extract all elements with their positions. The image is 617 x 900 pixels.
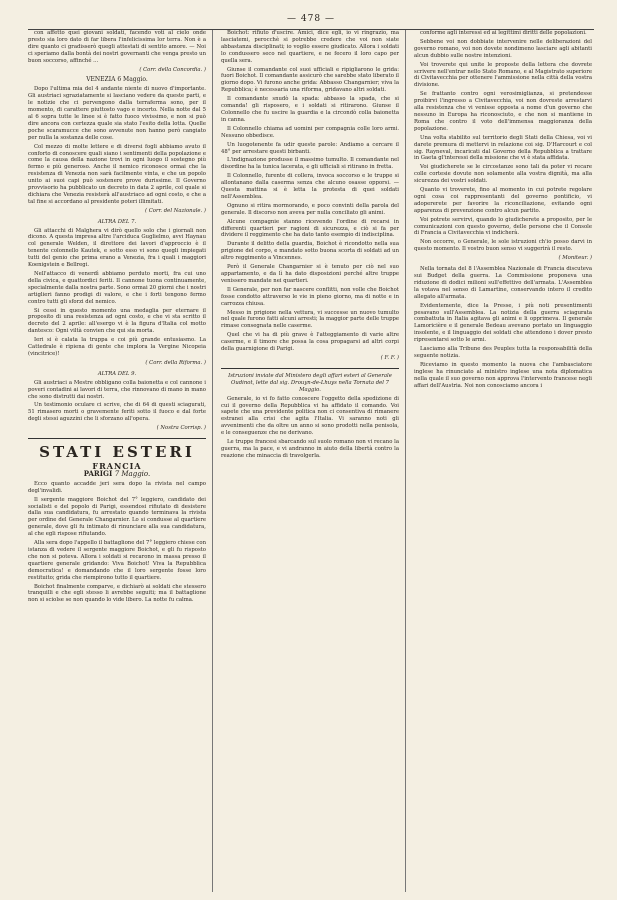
paragraph: Messo in prigione nella vettura, vi successe un nuovo tumulto nel quale furono fatti alcuni arresti; la maggior parte delle truppe rimase consegnata nelle caserme.	[221, 309, 399, 330]
paragraph: Si cessi in questo momento una medaglia per eternare il proposito di una resistenza ad ogni costo, e che vi sta scritto il decreto del 2 aprile: all'esergo vi è la figura d'Italia col motto dantesco: Ogni viltà convien che qui sia morta.	[28, 307, 206, 335]
paragraph: Evidentemente, dice la Presse, i più noti presentimenti pesavano sull'Assemblea. La notizia della guerra sciagurata combattuta in Italia agitava gli animi e li opprimeva. Il generale Lamoricière e il generale Bedeau avevano portato un linguaggio insolente, e il linguaggio dei soldati che attendono i dover presto ripresentarsi sotto le armi.	[414, 302, 592, 344]
paragraph: Gli austriaci a Mestre obbligano colla baionetta e col cannone i poveri contadini ai lavori di terra, che rinnovano di mano in mano che sono distrutti dai nostri.	[28, 379, 206, 400]
subheading: ALTRA DEL 7.	[97, 218, 137, 225]
paragraph: Quel che vi ha di più grave è l'atteggiamento di varie altre caserme, e il timore che possa la cosa propagarsi ad altri corpi della guarnigione di Parigi.	[221, 332, 399, 353]
paragraph: Il comandante snudò la spada: abbasso la spada, che si comanda! gli risposero, e i soldati si ritirarono. Giunse il Colonnello che fu uscire la guardia e la circondò colla baionetta in canna.	[221, 96, 399, 123]
paragraph: Giunse il comandante col suoi ufficiali e ripigliarono le grida: fuori Boichot. Il comandante assicurò che sarebbe stato liberato il giorno dopo. Vi furono anche grida: Abbasso Changarnier; viva la Repubblica; è necessaria una riforma, gridavano altri soldati.	[221, 66, 399, 94]
paragraph: Voi potrete servirvi, quando lo giudicherete a proposito, per le comunicazioni con questo governo, delle persone che il Console di Francia a Civitavecchia vi indicherà.	[414, 216, 592, 237]
paragraph: Un testimonio oculare ci scrive, che di 64 di questi sciagurati, 51 rimasero morti o gravemente feriti sotto il fuoco e dal forte degli stessi aguzzini che li sforzano all'opera.	[28, 402, 206, 423]
article-divider	[221, 368, 399, 369]
paragraph: Riceviamo in questo momento la nuova che l'ambasciatore inglese ha rinunciato al ministro inglese una nota diplomatica nella quale il suo governo non approva l'intervento francese negli affari dell'Austria. Noi non conosciamo ancora i	[414, 361, 592, 389]
paragraph: Boichot: rifiuto d'uscire. Amici, dice egli, io vi ringrazio, ma lasciatemi, perocchè si potrebbe credere che voi non siate abbastanza disciplinati; io voglio essere giudicato. Allora i soldati lo condussero seco nel quartiere, e ne fecero il loro capo per quella sera.	[221, 30, 399, 64]
paragraph: Non occorre, o Generale, le sole istruzioni ch'io posso darvi in questo momento. Il vostro buon senso vi suggerirà il resto.	[414, 239, 592, 253]
paragraph: Alcune compagnie stanno ricevendo l'ordine di recarsi in differenti quartieri per ragioni di sicurezza, e ciò si fa per dividere il reggimento che ha dato tanto esempio di indisciplina.	[221, 218, 399, 239]
paragraph: Nella tornata del 8 l'Assemblea Nazionale di Francia discuteva sui Budget della guerra. La Commissione proponeva una riduzione di dodici milioni sull'effettivo dell'armata. L'Assemblea la votava nel senso di Lamartine, conservando intero il credito allegato all'armata.	[414, 266, 592, 300]
paragraph: Nell'attacco di venerdì abbiamo perduto morti, fra cui uno della civica, e quattordici feriti. Il cannone tuona continuamente, specialmente dalla nostra parte. Sono ormai 20 giorni che i nostri artiglieri fanno prodigi di valore, e che i forti tengono fermo contro tutti gli sforzi del nemico.	[28, 271, 206, 305]
paragraph: Voi giudicherete se le circostanze sono tali da poter vi recare colle cortesie dovute non solamente alla vostra dignità, ma alla sicurezza dei vostri soldati.	[414, 164, 592, 185]
byline: ( Corr. della Concordia. )	[139, 66, 206, 73]
section-divider	[28, 438, 206, 439]
city-date: 7 Maggio.	[114, 469, 151, 478]
paragraph: Generale, io vi fo fatto conoscere l'oggetto della spedizione di cui il governo della Repubblica vi ha affidato il comando. Voi sapete che una previdente politica non ci consentiva di rimanere estranei alla crisi che agita l'Italia. Vi saranno noti gli avvenimenti che da oltre un anno si sono prodotti nella penisola, e le conseguenze che ne derivano.	[221, 395, 399, 437]
paragraph: Il Colonnello, furente di collera, invoca soccorso e le truppe si allontanano dalla caserma senza che alcuno osasse opporsi. — Questa mattina si è letta la protesta di quei soldati nell'Assemblea.	[221, 173, 399, 200]
paragraph: Quanto vi troverete, fino al momento in cui potrete regolare ogni cosa coi rappresentanti del governo pontificio, vi adopererete per favorire la riconciliazione, evitando ogni apparenza di prevenzione contro alcun partito.	[414, 187, 592, 214]
country-heading: FRANCIA	[92, 461, 142, 472]
byline: ( Moniteur. )	[558, 255, 592, 262]
paragraph: Però il Generale Changarnier si è tenuto per ciò nel suo appartamento, e da lì ha dato disposizioni perché altre truppe venissero mandate nei quartieri.	[221, 264, 399, 284]
paragraph: Durante il delitto della guardia, Boichot è ricondotto nella sua prigione del corpo, e mandato sotto buona scorta di soldati ad un altro reggimento a Vincennes.	[221, 241, 399, 262]
paragraph: Un luogotenente fa udir queste parole: Andiamo a cercare il 48° per arrestare questi birbanti.	[221, 141, 399, 155]
byline: ( F. F. )	[380, 354, 399, 361]
byline: ( Corr. del Nazionale. )	[144, 207, 206, 214]
paragraph: Dopo l'ultima mia del 4 andante niente di nuovo d'importante. Gli austriaci sgraziatamente si lasciano vedere da queste parti, e le notizie che ci pervengono dalla terraferma sono, per il momento, di carattere piuttosto vago e incerto. Nella notte dal 5 al 6 sopra tutte le linee si è fatto fuoco vivissimo, e non si può dire ancora con certezza quale sia stato l'esito della lotta. Quelle poche scaramucce che sono avvenute non hanno però cangiato per nulla la sostanza delle cose.	[28, 86, 206, 141]
page-number: — 478 —	[287, 14, 335, 24]
paragraph: L'indignazione produsse il massimo tumulto. Il comandante nel disordine ha la tunica lacerata, e gli ufficiali si ritirano in fretta.	[221, 157, 399, 171]
paragraph: Le truppe francesi sbarcando sul suolo romano non vi recano la guerra, ma la pace, e vi andranno in aiuto della libertà contro la reazione che minaccia di travolgerla.	[221, 439, 399, 459]
paragraph: Sebbene voi non dobbiate intervenire nelle deliberazioni del governo romano, voi non dovete nondimeno lasciare agli abitanti alcun dubbio sulle nostre intenzioni.	[414, 38, 592, 59]
paragraph: Il Generale, per non far nascere conflitti, non volle che Boichot fosse condotto attraverso le vie in pieno giorno, ma di notte e in carrozza chiusa.	[221, 286, 399, 307]
dateline-venezia: VENEZIA 6 Maggio.	[86, 76, 148, 84]
paragraph: con affetto quei giovani soldati, facendo voti al cielo onde presto sia loro dato di far libera l'infelicissima lor terra. Non è a dire quanto ci gradisserò quegli attestati di sentito amore. — Noi ci speriamo dalla bontà dei nostri governanti che venga presto un buon soccorso, affinché ...	[28, 30, 206, 64]
column-separator	[212, 30, 213, 892]
article-heading: Istruzioni inviate dal Ministero degli affari esteri al Generale Oudinot, lette dal sig. Drouyn-de-Lhuys nella Tornata del 7 Maggio.	[228, 372, 392, 393]
paragraph: Lasciamo alla Tribune des Peuples tutta la responsabilità della seguente notizia.	[414, 346, 592, 359]
paragraph: Gli attacchi di Malghera vi dirò quello solo che i giornali non dicono. A questa impresa altre l'arciduca Guglielmo, avvi Haynau col generale Welden, il direttore dei lavori d'approccio è il tenente colonnello Kautek, e sotto esso vi sono quegli impiegati tutti del genio che prima erano a Venezia, fra i quali i maggiori Koenigstein e Bellregi.	[28, 227, 206, 269]
city-dateline	[28, 468, 206, 478]
paragraph: Il Colonnello chiama ad uomini per compagnia colle loro armi. Nessuno obbedisce.	[221, 125, 399, 139]
paragraph: Ognuno si ritira mormorando, e poco convinti della parola del generale. Il discorso non aveva per nulla conciliato gli animi.	[221, 202, 399, 216]
column-2	[221, 30, 399, 892]
paragraph: Se frattanto contro ogni verosimiglianza, si pretendesse proibirvi l'ingresso a Civitavecchia, voi non dovreste arrestarvi alla resistenza che vi venisse opposta a nome d'un governo che nessuno in Europa ha riconosciuto, e che non si mantiene in Roma che contro il voto dell'immensa maggioranza della popolazione.	[414, 91, 592, 132]
byline: ( Nostra Corrisp. )	[156, 425, 206, 432]
paragraph: conforme agli interessi ed ai legittimi diritti delle popolazioni.	[420, 30, 587, 36]
subheading: ALTRA DEL 9.	[97, 370, 137, 377]
paragraph: Col mezzo di molte lettere e di diversi fogli abbiamo avuto il conforto di conoscere quali siano i sentimenti della popolazione e come la causa della nazione trovi in ogni luogo il sostegno più fermo e più generoso. Anche il nemico riconosce ormai che la resistenza di Venezia non sarà facilmente vinta, e che un popolo unito ai suoi capi può sostenere prove durissime. Il Governo provvisorio ha pubblicato un decreto in data 2 aprile, col quale si dichiara che Venezia resisterà all'austriaco ad ogni costo, e che a tal fine si accordano al presidente poteri illimitati.	[28, 143, 206, 205]
byline: ( Corr. della Riforma. )	[145, 359, 206, 366]
paragraph: Ecco quanto accadde jeri sera dopo la rivista nel campo degl'invalidi.	[28, 480, 206, 494]
section-title: STATI ESTERI	[39, 443, 195, 462]
column-3	[414, 30, 592, 892]
paragraph: Boichot finalmente comparve, e dichiarò ai soldati che stessero tranquilli e che egli stesso li avrebbe seguiti; ma il battaglione non si sciolse se non quando lo vide libero. La notte fu calma.	[28, 583, 206, 604]
column-separator	[405, 30, 406, 892]
page-header	[28, 14, 594, 28]
paragraph: Il sergente maggiore Boichot del 7° leggiero, candidato dei socialisti e del popolo di Parigi, essendosi rifiutato di desistere dalla sua candidatura, fu arrestato quando terminava la rivista per ordine del Generale Changarnier. Lo si condusse al quartiere generale, dove gli fu intimato di rinunciare alla sua candidatura, al che egli rispose rifiutando.	[28, 496, 206, 538]
column-1	[28, 30, 206, 892]
paragraph: Voi troverete qui unite le proposte della lettera che dovrete scrivere nell'entrar nello Stato Romano, e al Magistrato superiore di Civitavecchia per ottenere l'ammissione nella città della vostra divisione.	[414, 61, 592, 89]
paragraph: Una volta stabilito sul territorio degli Stati della Chiesa, voi vi darete premura di mettervi in relazione coi sig. D'Harcourt e col sig. Rayneval, incaricati dal Governo della Repubblica a trattare in Gaeta gl'interessi della missione che vi è stata affidata.	[414, 134, 592, 162]
paragraph: Alla sera dopo l'appello il battaglione del 7° leggiero chiese con istanza di vedere il sergente maggiore Boichot, e gli fu risposto che non si poteva. Allora i soldati si recarono in massa presso il quartiere generale gridando: Viva Boichot! Viva la Repubblica democratica! e domandando che il loro sergente fosse loro restituito; grida che riempirono tutto il quartiere.	[28, 540, 206, 581]
paragraph: Ieri si è calata la truppa e coi più grande entusiasmo. La Cattedrale è ripiena di gente che implora la Vergine Nicopeia (vincitrice)!	[28, 337, 206, 357]
city-name: PARIGI	[83, 468, 113, 478]
